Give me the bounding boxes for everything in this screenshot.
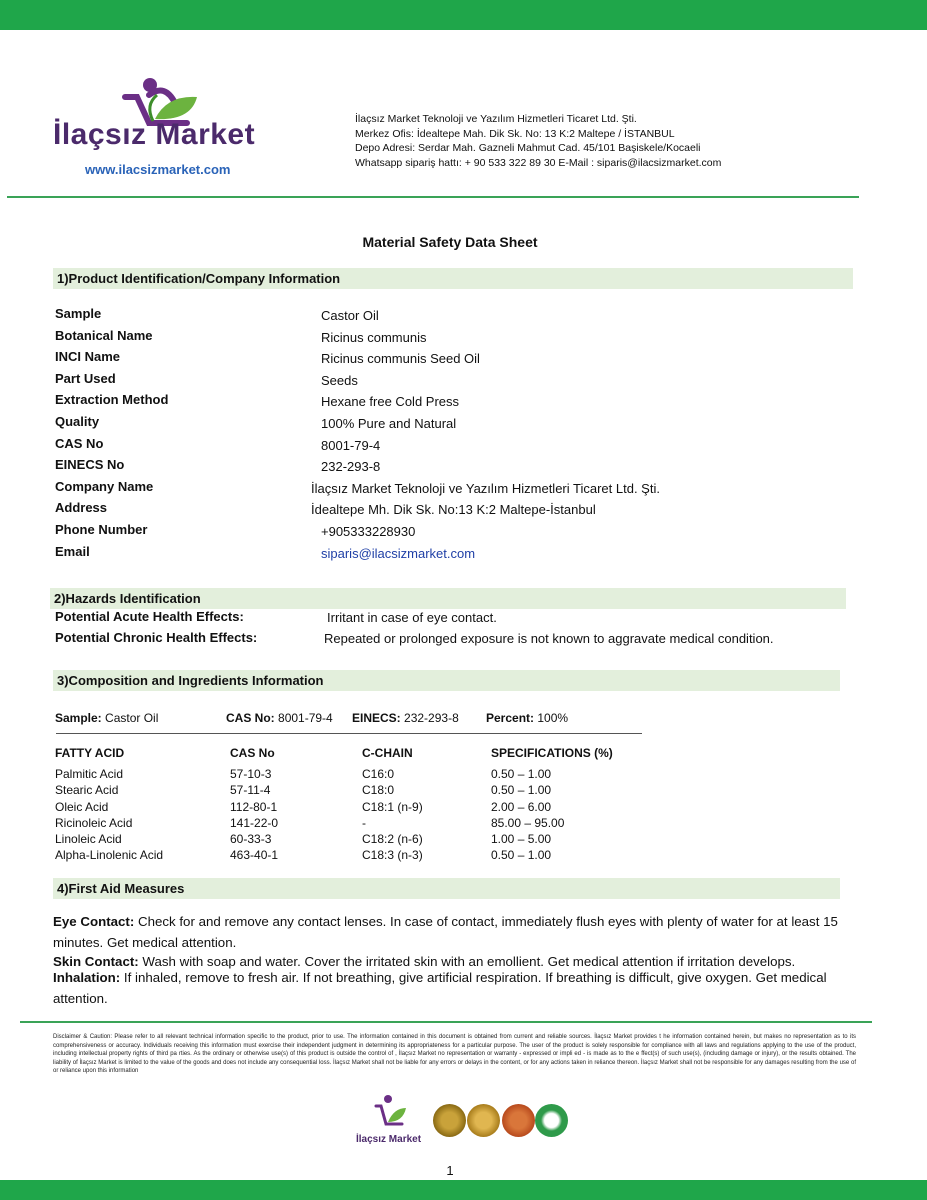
inhalation-paragraph [53, 967, 853, 1009]
field-value: Castor Oil [321, 308, 379, 323]
hazards-list [55, 609, 855, 649]
table-cell: 112-80-1 [230, 800, 278, 814]
table-cell: Linoleic Acid [55, 832, 122, 846]
field-label: Eye Contact: [53, 914, 135, 929]
field-value: 8001-79-4 [278, 711, 333, 725]
field-label: Skin Contact: [53, 954, 139, 969]
field-label: Extraction Method [55, 392, 169, 408]
field-label: Sample [55, 306, 102, 321]
footer-brand-logo [356, 1094, 430, 1149]
field-value: 232-293-8 [404, 711, 459, 725]
field-value: 100% [537, 711, 569, 725]
column-header: CAS No [230, 746, 275, 760]
composition-divider [56, 733, 642, 734]
field-label: Potential Chronic Health Effects: [55, 630, 258, 645]
disclaimer-text: Disclaimer & Caution: Please refer to all relevant technical information specific to the product, prior to use. The information contained in this document is obtained from current and reliable sources. İlaçsız Market provides t he information contained herein, but makes no representation as to its comprehensiveness or accuracy. Individuals receiving this information must exercise their independent judgment in determining its appropriateness for a particular purpose. The user of the product is solely responsible for compliance with all laws and regulations applying to the use of the product, including intellectual property rights of third pa rties. As the ordinary or otherwise use(s) of this product is outside the control of , İlaçsız Market no representation or warranty - expressed or impli ed - is made as to the e ffect(s) of such use(s), (including damage or injury), or the results obtained. The liability of İlaçsız Market is limited to the value of the goods and does not include any consequential loss. İlaçsız Market shall not be liable for any errors or delays in the content, or for any actions taken in reliance thereon. İlaçsız Market shall not be responsible for any damages resulting from the use of or reliance upon this information [53, 1034, 856, 1074]
field-value: Castor Oil [105, 711, 159, 725]
company-line: İlaçsız Market Teknoloji ve Yazılım Hizmetleri Ticaret Ltd. Şti. [355, 113, 637, 125]
table-cell: 57-11-4 [230, 783, 271, 797]
table-cell: 1.00 – 5.00 [491, 832, 552, 846]
company-line: Whatsapp sipariş hattı: + 90 533 322 89 30 E-Mail : siparis@ilacsizmarket.com [355, 156, 722, 169]
field-value: If inhaled, remove to fresh air. If not breathing, give artificial respiration. If breathing is difficult, give oxygen. Get medical attention. [53, 970, 827, 1006]
table-cell: 141-22-0 [230, 816, 279, 830]
field-label: Email [55, 543, 90, 559]
table-cell: 0.50 – 1.00 [491, 767, 552, 781]
company-info [355, 112, 721, 170]
field-value: Wash with soap and water. Cover the irritated skin with an emollient. Get medical attention if irritation develops. [138, 954, 796, 969]
field-value: İdealtepe Mh. Dik Sk. No:13 K:2 Maltepe-İstanbul [311, 502, 596, 518]
halal-seal-icon [535, 1104, 568, 1137]
field-label: Inhalation: [53, 970, 121, 985]
field-label: Company Name [55, 478, 154, 494]
top-green-bar [0, 0, 927, 30]
column-header: C-CHAIN [362, 746, 413, 760]
field-label: Potential Acute Health Effects: [55, 609, 244, 624]
table-cell: 2.00 – 6.00 [491, 800, 552, 814]
table-cell: Alpha-Linolenic Acid [55, 848, 164, 862]
table-cell: 60-33-3 [230, 832, 272, 846]
field-value: Seeds [321, 372, 358, 388]
field-label: Sample: [55, 711, 102, 725]
section-heading: 2)Hazards Identification [50, 588, 846, 609]
field-value: 232-293-8 [321, 459, 381, 475]
field-label: INCI Name [55, 349, 121, 365]
field-label: Percent: [486, 711, 535, 725]
field-label: Part Used [55, 370, 116, 386]
email-link[interactable]: siparis@ilacsizmarket.com [321, 545, 476, 561]
column-header: SPECIFICATIONS (%) [491, 746, 613, 760]
header-divider [7, 196, 859, 198]
field-label: Quality [55, 414, 100, 429]
field-value: 8001-79-4 [321, 437, 381, 453]
gmp-seal-icon [502, 1104, 535, 1137]
field-value: Irritant in case of eye contact. [327, 610, 497, 625]
brand-logo[interactable] [50, 75, 290, 185]
cart-leaf-icon [370, 1094, 410, 1134]
company-line: Depo Adresi: Serdar Mah. Gazneli Mahmut Cad. 45/101 Başiskele/Kocaeli [355, 142, 701, 154]
section-heading: 3)Composition and Ingredients Information [53, 670, 840, 691]
field-label: EINECS No [55, 457, 125, 473]
iso-seal-icon [467, 1104, 500, 1137]
field-value: Repeated or prolonged exposure is not known to aggravate medical condition. [324, 631, 774, 646]
field-value: +905333228930 [321, 524, 416, 539]
field-label: Address [55, 500, 108, 516]
logo-wordmark: İlaçsız Market [53, 118, 256, 151]
table-cell: 0.50 – 1.00 [491, 848, 552, 862]
field-value: Ricinus communis Seed Oil [321, 351, 480, 367]
eye-contact-paragraph [53, 911, 853, 953]
table-cell: 463-40-1 [230, 848, 279, 862]
field-label: CAS No [55, 435, 104, 451]
page-number: 1 [446, 1163, 454, 1178]
field-label: Botanical Name [55, 327, 153, 343]
table-cell: C18:2 (n-6) [362, 832, 423, 846]
website-link[interactable]: www.ilacsizmarket.com [85, 162, 231, 177]
footer-divider [20, 1021, 872, 1023]
footer-logo-text: İlaçsız Market [356, 1134, 422, 1145]
field-label: CAS No: [226, 711, 275, 725]
section-heading: 1)Product Identification/Company Information [53, 268, 853, 289]
table-cell: 57-10-3 [230, 767, 272, 781]
table-cell: 85.00 – 95.00 [491, 816, 565, 830]
table-cell: C18:0 [362, 783, 395, 797]
bottom-green-bar [0, 1180, 927, 1200]
table-cell: 0.50 – 1.00 [491, 783, 552, 797]
table-cell: Ricinoleic Acid [55, 816, 133, 830]
table-cell: Oleic Acid [55, 800, 109, 814]
field-value: İlaçsız Market Teknoloji ve Yazılım Hizmetleri Ticaret Ltd. Şti. [311, 480, 660, 496]
field-value: Ricinus communis [321, 329, 427, 345]
field-value: Hexane free Cold Press [321, 394, 460, 410]
field-value: Check for and remove any contact lenses. In case of contact, immediately flush eyes with plenty of water for at least 15 minutes. Get medical attention. [53, 914, 838, 950]
table-cell: Palmitic Acid [55, 767, 124, 781]
quality-seal-icon [433, 1104, 466, 1137]
document-title: Material Safety Data Sheet [362, 234, 538, 250]
company-line: Merkez Ofis: İdealtepe Mah. Dik Sk. No: 13 K:2 Maltepe / İSTANBUL [355, 127, 675, 140]
composition-summary [55, 711, 655, 727]
field-label: EINECS: [352, 711, 401, 725]
table-cell: C18:1 (n-9) [362, 800, 423, 814]
table-cell: C16:0 [362, 767, 395, 781]
table-cell: C18:3 (n-3) [362, 848, 423, 862]
section-heading: 4)First Aid Measures [53, 878, 840, 899]
field-label: Phone Number [55, 522, 148, 537]
column-header: FATTY ACID [55, 746, 125, 760]
table-cell: - [362, 816, 366, 830]
table-cell: Stearic Acid [55, 783, 119, 797]
field-value: 100% Pure and Natural [321, 416, 457, 431]
